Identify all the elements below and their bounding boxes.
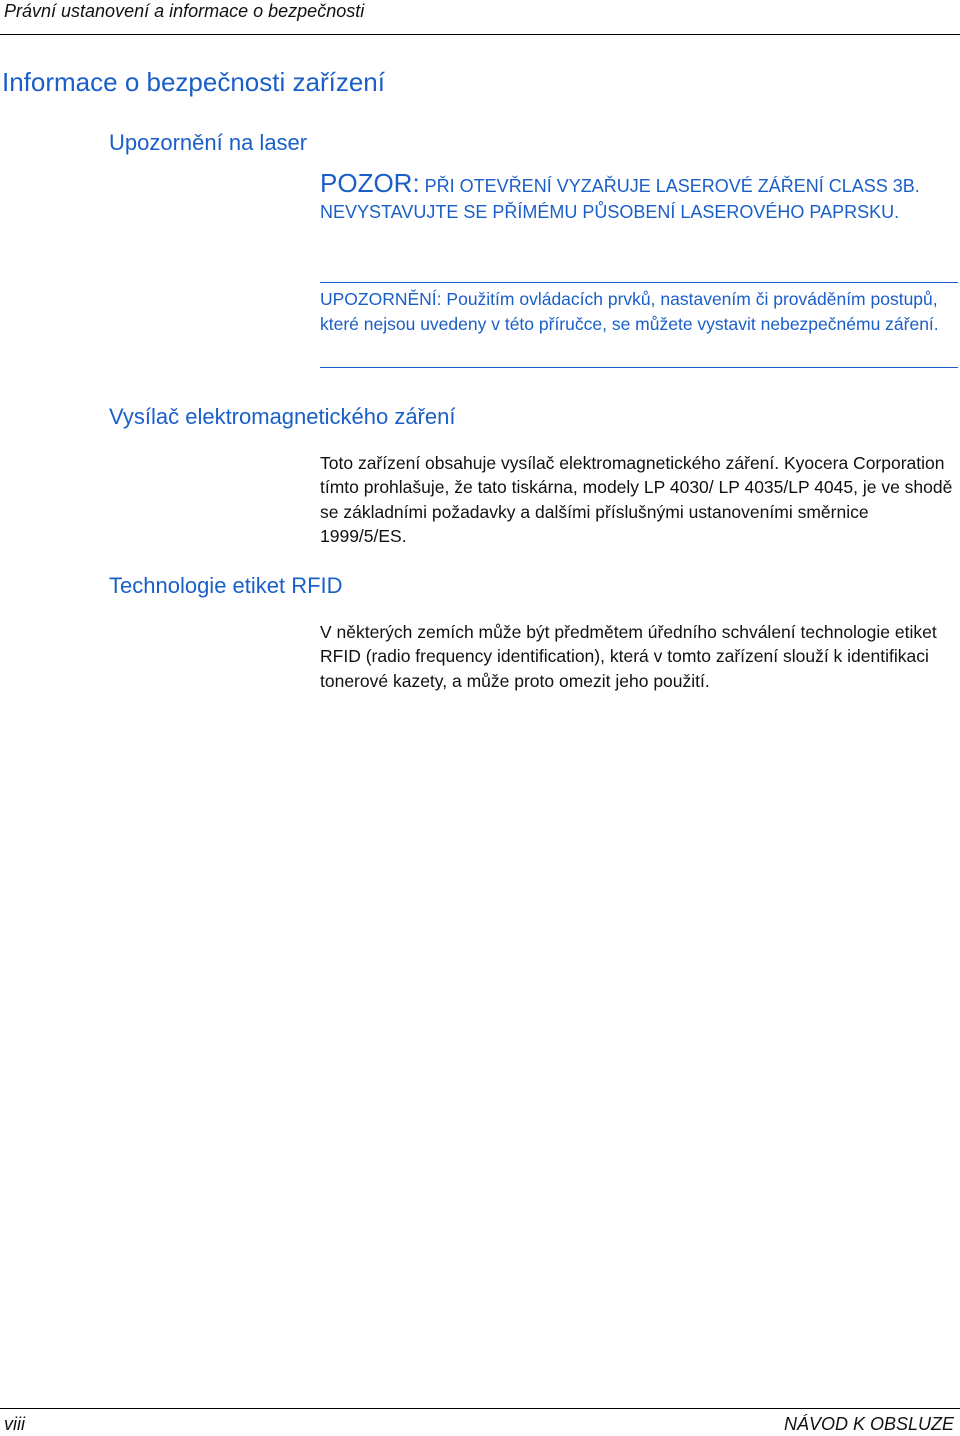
note-text: Použitím ovládacích prvků, nastavením či prováděním postupů, které nejsou uvedeny v této příručce, se můžete vystavit nebezpečnému záření. — [320, 289, 939, 334]
section-title: Informace o bezpečnosti zařízení — [2, 67, 385, 97]
rfid-paragraph: V některých zemích může být předmětem úředního schválení technologie etiket RFID (radio frequency identification), která v tomto zařízení slouží k identifikaci tonerové kazety, a může proto omezit jeho použití. — [320, 622, 937, 691]
laser-heading: Upozornění na laser — [109, 130, 308, 155]
laser-note-box — [320, 282, 958, 368]
page-number: viii — [4, 1414, 25, 1434]
page-header — [0, 0, 960, 35]
note-label: UPOZORNĚNÍ: — [320, 289, 442, 309]
running-title: Právní ustanovení a informace o bezpečnosti — [4, 1, 365, 21]
caution-label: POZOR: — [320, 168, 420, 198]
laser-note — [320, 287, 956, 337]
page-footer — [0, 1408, 960, 1436]
caution-text: PŘI OTEVŘENÍ VYZAŘUJE LASEROVÉ ZÁŘENÍ CLASS 3B. NEVYSTAVUJTE SE PŘÍMÉMU PŮSOBENÍ LASEROVÉHO PAPRSKU. — [320, 176, 920, 222]
em-paragraph: Toto zařízení obsahuje vysílač elektromagnetického záření. Kyocera Corporation tímto prohlašuje, že tato tiskárna, modely LP 4030/ LP 4035/LP 4045, je ve shodě se základními požadavky a dalšími příslušnými ustanoveními směrnice 1999/5/ES. — [320, 453, 953, 546]
manual-name: NÁVOD K OBSLUZE — [783, 1414, 954, 1434]
em-heading: Vysílač elektromagnetického záření — [109, 404, 456, 429]
rfid-heading: Technologie etiket RFID — [109, 573, 343, 598]
laser-caution — [320, 170, 950, 225]
